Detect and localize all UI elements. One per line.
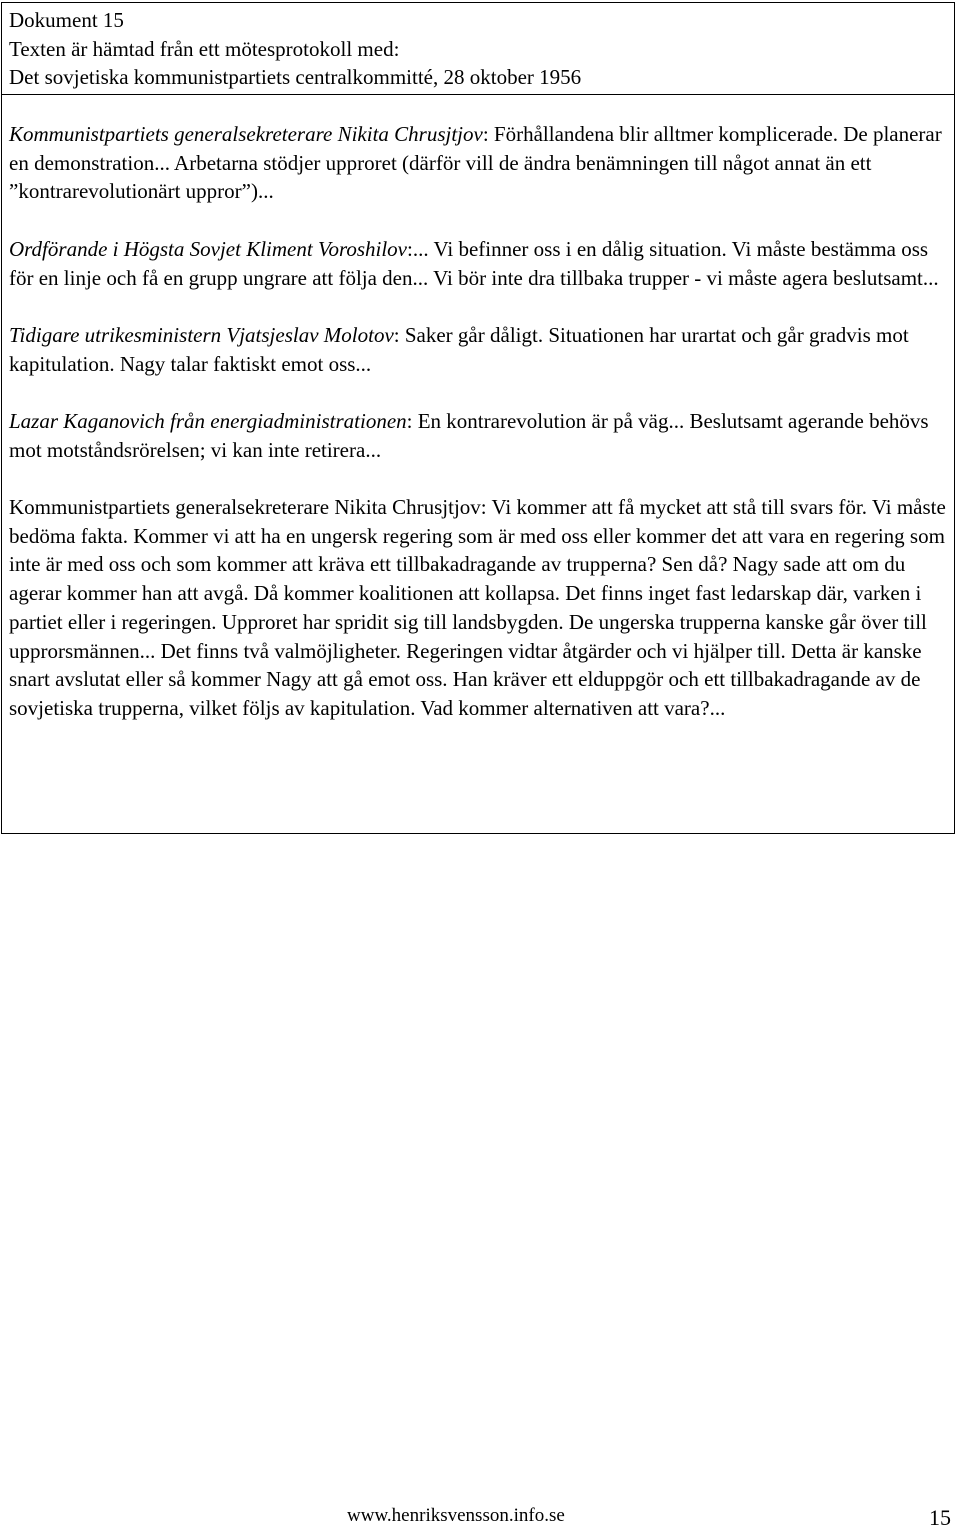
paragraph-kaganovich	[9, 407, 947, 464]
paragraph-voroshilov	[9, 235, 947, 292]
paragraph-text: : Förhållandena blir alltmer komplicerade. De planerar en demonstration... Arbetarna stödjer upproret (därför vill de ändra benämningen till något annat än ett ”kontrarevolutionärt uppror”)...	[9, 122, 942, 204]
speaker-name: Tidigare utrikesministern Vjatsjeslav Molotov	[9, 322, 394, 347]
document-source-detail: Det sovjetiska kommunistpartiets centralkommitté, 28 oktober 1956	[9, 65, 582, 89]
page-number: 15	[929, 1505, 951, 1530]
paragraph-khrushchev-2	[9, 493, 947, 723]
document-box	[1, 2, 955, 834]
paragraph-molotov	[9, 321, 947, 378]
paragraph-text: : Saker går dåligt. Situationen har urartat och går gradvis mot kapitulation. Nagy talar faktiskt emot oss...	[9, 322, 909, 376]
footer-website: www.henriksvensson.info.se	[347, 1505, 565, 1526]
document-header	[2, 3, 954, 95]
document-title: Dokument 15	[9, 8, 124, 32]
paragraph-text: : En kontrarevolution är på väg... Beslutsamt agerande behövs mot motståndsrörelsen; vi kan inte retirera...	[9, 408, 929, 462]
document-source-line: Texten är hämtad från ett mötesprotokoll med:	[9, 36, 400, 61]
speaker-name: Ordförande i Högsta Sovjet Kliment Voroshilov	[9, 236, 408, 261]
paragraph-khrushchev-1	[9, 120, 947, 206]
speaker-name: Kommunistpartiets generalsekreterare Nikita Chrusjtjov	[9, 495, 481, 520]
paragraph-text: : Vi kommer att få mycket att stå till svars för. Vi måste bedöma fakta. Kommer vi att ha en ungersk regering som är med oss eller kommer det att vara en regering som inte är med oss och som kommer att kräva ett tillbakadragande av trupperna? Sen då? Nagy sade att om du agerar kommer han att avgå. Då kommer koalitionen att kollapsa. Det finns inget fast ledarskap där, varken i partiet eller i regeringen. Upproret har spridit sig till landsbygden. De ungerska trupperna kanske går över till upprorsmännen... Det finns två valmöjligheter. Regeringen vidtar åtgärder och vi hjälper till. Detta är kanske snart avslutat eller så kommer Nagy att gå emot oss. Han kräver ett elduppgör och ett tillbakadragande av de sovjetiska trupperna, vilket följs av kapitulation. Vad kommer alternativen att vara?...	[9, 495, 946, 720]
paragraph-text: :... Vi befinner oss i en dålig situation. Vi måste bestämma oss för en linje och få en grupp ungrare att följa den... Vi bör inte dra tillbaka trupper - vi måste agera beslutsamt...	[9, 236, 939, 290]
document-body	[9, 120, 947, 723]
speaker-name: Kommunistpartiets generalsekreterare Nikita Chrusjtjov	[9, 122, 483, 146]
speaker-name: Lazar Kaganovich från energiadministrationen	[9, 408, 407, 433]
